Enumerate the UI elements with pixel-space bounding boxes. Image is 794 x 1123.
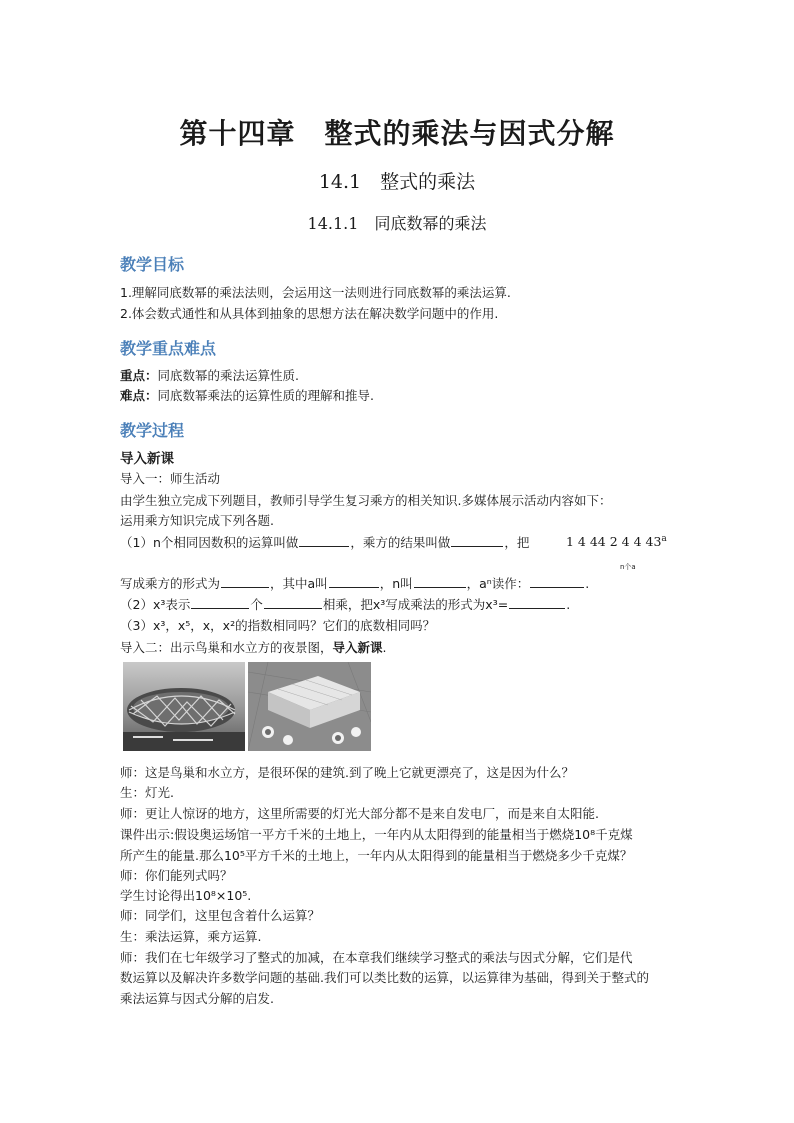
blank-4: [329, 575, 379, 588]
goal-item-2: 2.体会数式通性和从具体到抽象的思想方法在解决数学问题中的作用.: [120, 306, 499, 321]
dialog-line-11: 数运算以及解决许多数学问题的基础.我们可以类比数的运算，以运算律为基础，得到关于整式的: [120, 970, 649, 985]
dialog-line-10: 师：我们在七年级学习了整式的加减，在本章我们继续学习整式的乘法与因式分解，它们是代: [120, 950, 633, 965]
intro1-desc: 由学生独立完成下列题目，教师引导学生复习乘方的相关知识.多媒体展示活动内容如下：: [120, 493, 612, 508]
question-1-part-e: ，其中a叫: [270, 576, 328, 591]
goal-item-1: 1.理解同底数幂的乘法法则，会运用这一法则进行同底数幂的乘法运算.: [120, 285, 511, 300]
question-1-line-b: [120, 574, 589, 594]
blank-8: [264, 596, 322, 609]
intro1-title: 导入一：师生活动: [120, 471, 221, 486]
difficult-point-text: 同底数幂乘法的运算性质的理解和推导.: [157, 388, 374, 403]
birds-nest-photo: [123, 662, 245, 751]
dialog-line-2: 生：灯光.: [120, 785, 174, 800]
dialog-line-7: 学生讨论得出10⁸×10⁵.: [120, 888, 252, 903]
blank-7: [191, 596, 249, 609]
intro2-text: 导入二：出示鸟巢和水立方的夜景图，: [120, 640, 333, 655]
water-cube-photo: [248, 662, 371, 751]
question-3-line: （3）x³，x⁵，x，x²的指数相同吗？它们的底数相同吗？: [120, 618, 436, 633]
dialog-line-4: 课件出示:假设奥运场馆一平方千米的土地上，一年内从太阳得到的能量相当于燃烧10⁸千克煤: [120, 827, 633, 842]
question-1-part-g: ，aⁿ读作：: [466, 576, 530, 591]
formula-body: 1 4 44 2 4 4 43: [566, 534, 662, 550]
question-1-formula: [566, 534, 667, 549]
dialog-line-6: 师：你们能列式吗？: [120, 868, 233, 883]
question-2-line: [120, 595, 570, 615]
dialog-line-12: 乘法运算与因式分解的启发.: [120, 991, 274, 1006]
question-1-part-a: （1）n个相同因数积的运算叫做: [120, 535, 299, 550]
blank-3: [221, 575, 269, 588]
chapter-title: 第十四章 整式的乘法与因式分解: [179, 117, 615, 150]
dialog-line-9: 生：乘法运算，乘方运算.: [120, 929, 262, 944]
blank-9: [509, 596, 565, 609]
question-1-part-h: .: [585, 576, 590, 591]
blank-2: [451, 534, 503, 547]
dialog-line-8: 师：同学们，这里包含着什么运算？: [120, 908, 321, 923]
difficult-point-line: [120, 386, 374, 406]
water-cube-image: [248, 662, 371, 751]
question-2-part-c: 相乘，把x³写成乘法的形式为x³=: [322, 597, 509, 612]
task-line: 运用乘方知识完成下列各题.: [120, 513, 274, 528]
goals-heading: 教学目标: [120, 255, 185, 274]
question-1-part-c: ，把: [504, 535, 530, 550]
question-1-part-f: ，n叫: [379, 576, 413, 591]
key-point-label: 重点：: [120, 368, 158, 383]
birds-nest-image: [123, 662, 245, 751]
key-point-text: 同底数幂的乘法运算性质.: [157, 368, 299, 383]
question-2-part-d: .: [566, 597, 571, 612]
subsection-title: 14.1.1 同底数幂的乘法: [307, 214, 487, 233]
question-1-line-a: [120, 533, 529, 553]
blank-6: [530, 575, 584, 588]
blank-1: [299, 534, 349, 547]
blank-5: [414, 575, 466, 588]
intro2-bold: 导入新课: [332, 640, 383, 655]
dialog-line-5: 所产生的能量.那么10⁵平方千米的土地上，一年内从太阳得到的能量相当于燃烧多少千克煤？: [120, 848, 633, 863]
key-point-line: [120, 366, 299, 386]
process-heading: 教学过程: [120, 421, 185, 440]
intro2-end: .: [382, 640, 387, 655]
dialog-line-1: 师：这是鸟巢和水立方，是很环保的建筑.到了晚上它就更漂亮了，这是因为什么？: [120, 765, 574, 780]
difficult-point-label: 难点：: [120, 388, 158, 403]
question-2-part-a: （2）x³表示: [120, 597, 191, 612]
key-points-heading: 教学重点难点: [120, 339, 217, 358]
question-1-part-d: 写成乘方的形式为: [120, 576, 221, 591]
question-2-part-b: 个: [250, 597, 263, 612]
intro-heading: 导入新课: [120, 451, 174, 467]
section-title: 14.1 整式的乘法: [318, 171, 476, 193]
intro2-line: [120, 638, 387, 658]
formula-subscript: n个a: [620, 563, 636, 571]
dialog-line-3: 师：更让人惊讶的地方，这里所需要的灯光大部分都不是来自发电厂，而是来自太阳能.: [120, 806, 599, 821]
question-1-part-b: ，乘方的结果叫做: [350, 535, 451, 550]
formula-sup: a: [661, 534, 667, 544]
